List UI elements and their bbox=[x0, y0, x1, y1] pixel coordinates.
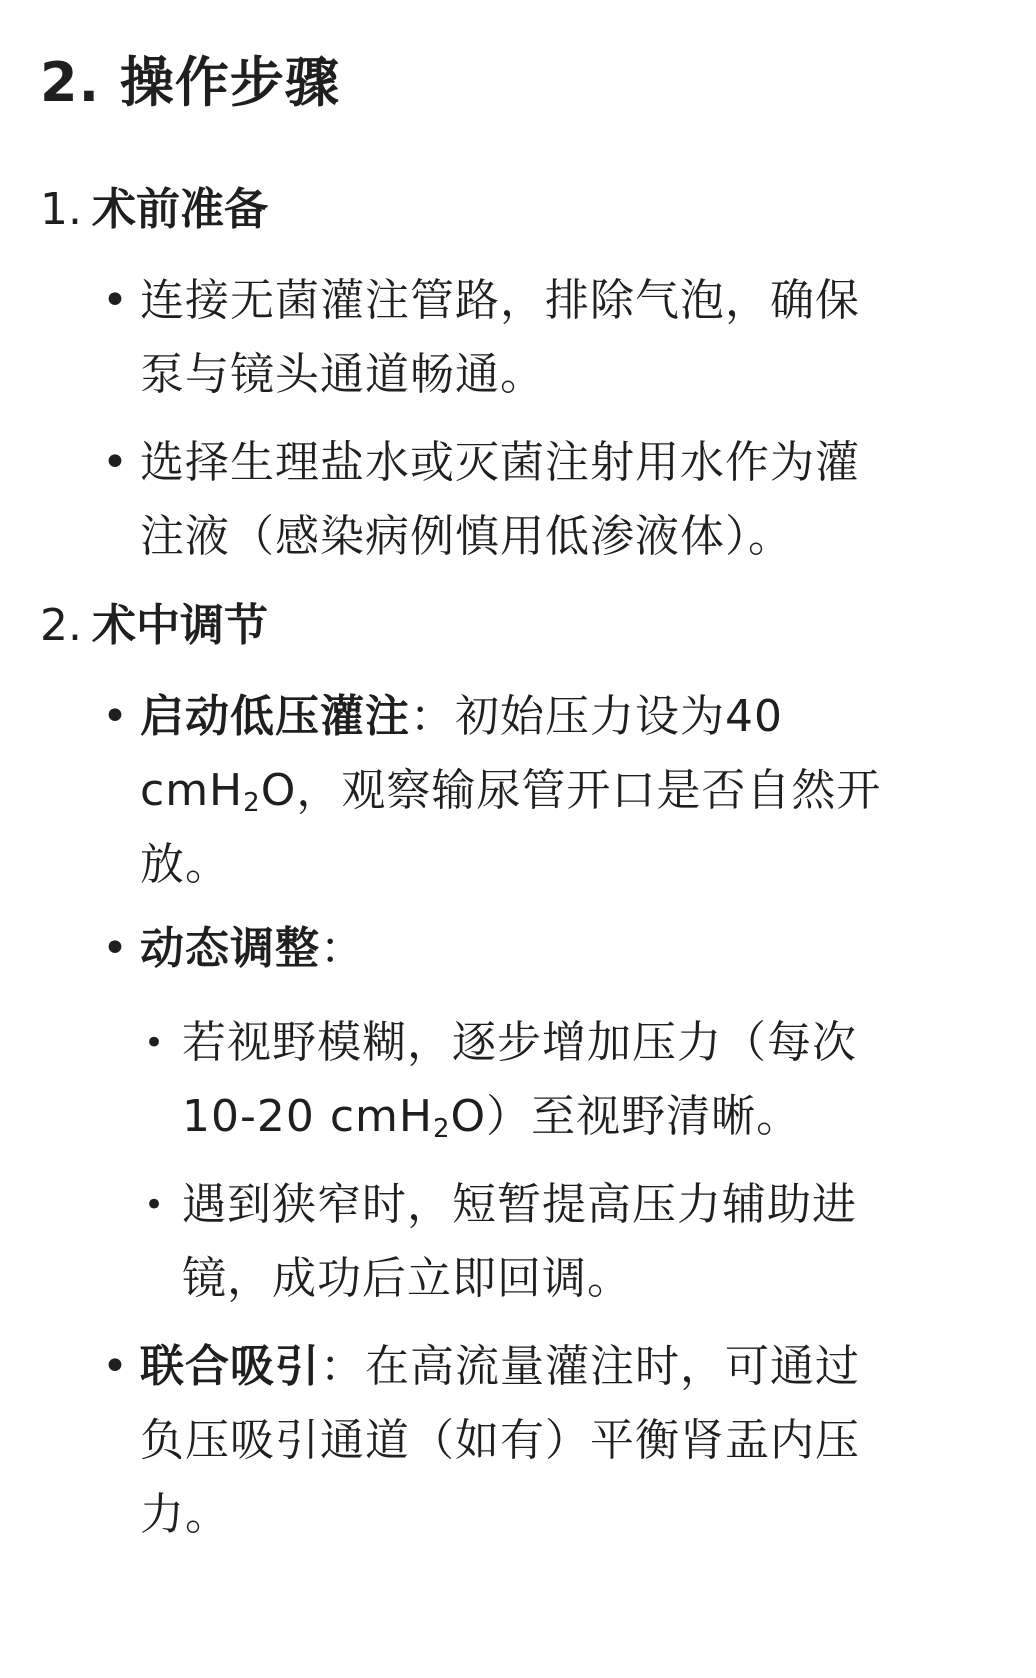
list-item-text: 力。 bbox=[140, 1489, 230, 1540]
list-item-text: 负压吸引通道（如有）平衡肾盂内压 bbox=[140, 1415, 860, 1466]
list-item-text: 若视野模糊，逐步增加压力（每次 bbox=[182, 1017, 857, 1068]
subscript: 2 bbox=[432, 1114, 451, 1144]
list-item-text: 连接无菌灌注管路，排除气泡，确保 bbox=[140, 275, 860, 326]
list-item-text: ：初始压力设为40 bbox=[410, 691, 783, 742]
list-item-text: ： bbox=[320, 923, 365, 974]
bullet-icon: • bbox=[102, 923, 129, 974]
list-item-text: 10-20 cmH bbox=[182, 1091, 433, 1142]
list-item-text: 注液（感染病例慎用低渗液体）。 bbox=[140, 511, 793, 562]
sub-list-item bbox=[144, 1006, 1002, 1154]
bullet-icon: • bbox=[144, 1185, 166, 1225]
list-item bbox=[102, 426, 1020, 574]
list-item-lead: 启动低压灌注 bbox=[140, 691, 410, 742]
list-item-text: 镜，成功后立即回调。 bbox=[182, 1253, 632, 1304]
list-item-lead: 动态调整 bbox=[140, 923, 320, 974]
list-item-text: 泵与镜头通道畅通。 bbox=[140, 349, 545, 400]
list-item-text: cmH bbox=[140, 765, 244, 816]
step-title: 术前准备 bbox=[91, 184, 268, 235]
step-title: 术中调节 bbox=[91, 600, 268, 651]
list-item bbox=[102, 1330, 1020, 1552]
bullet-icon: • bbox=[102, 1341, 129, 1392]
step-number: 1. bbox=[40, 184, 82, 235]
section-heading: 2. 操作步骤 bbox=[40, 51, 340, 114]
list-item bbox=[102, 680, 1020, 902]
list-item bbox=[102, 264, 1020, 412]
list-item-text: ：在高流量灌注时，可通过 bbox=[320, 1341, 860, 1392]
list-item-text: O）至视野清晰。 bbox=[450, 1091, 802, 1142]
list-item-text: O，观察输尿管开口是否自然开 bbox=[260, 765, 882, 816]
step-1-heading bbox=[40, 180, 268, 240]
subscript: 2 bbox=[243, 788, 261, 818]
bullet-icon: • bbox=[102, 691, 129, 742]
list-item-text: 选择生理盐水或灭菌注射用水作为灌 bbox=[140, 437, 860, 488]
bullet-icon: • bbox=[144, 1023, 166, 1063]
step-number: 2. bbox=[40, 600, 82, 651]
sub-list-item bbox=[144, 1168, 1002, 1316]
step-2-heading bbox=[40, 596, 268, 656]
bullet-icon: • bbox=[102, 275, 129, 326]
list-item-lead: 联合吸引 bbox=[140, 1341, 320, 1392]
bullet-icon: • bbox=[102, 437, 129, 488]
list-item-text: 遇到狭窄时，短暂提高压力辅助进 bbox=[182, 1179, 857, 1230]
list-item-text: 放。 bbox=[140, 839, 230, 890]
list-item bbox=[102, 912, 1020, 986]
